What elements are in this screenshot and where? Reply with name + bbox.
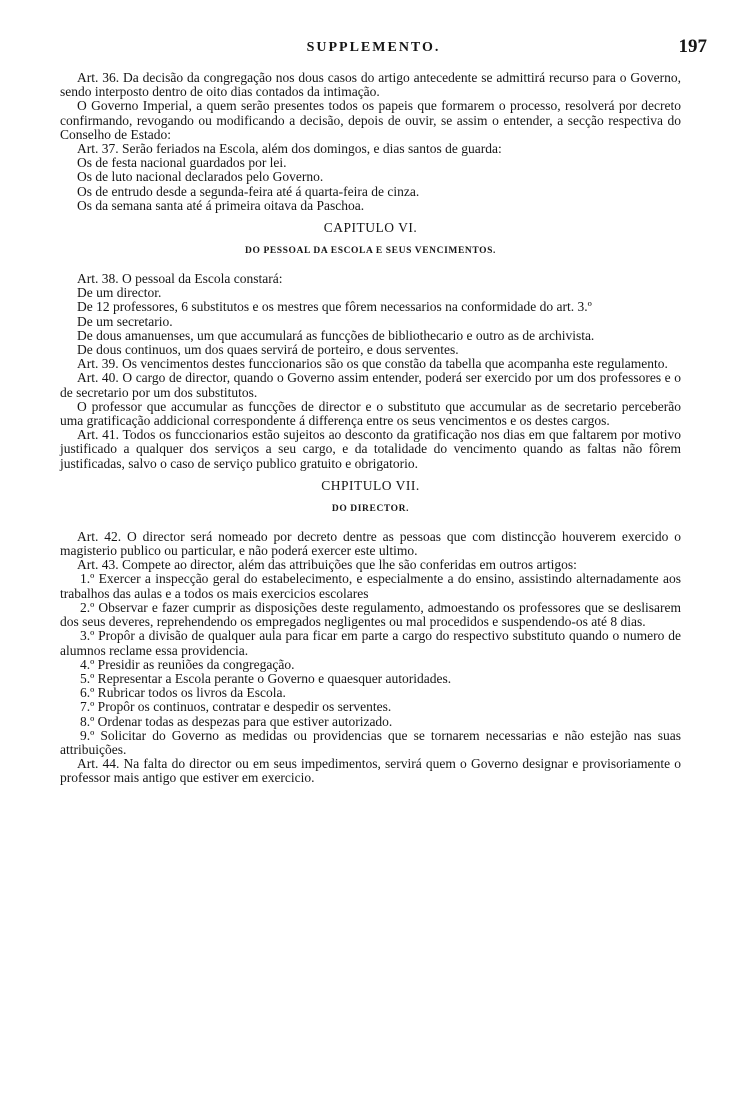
paragraph-art-42: Art. 42. O director será nomeado por decreto dentre as pessoas que com distincção houverem exercido o magisterio publico ou particular, e não poderá exercer este ultimo. — [60, 528, 681, 559]
list-item-duty: 5.º Representar a Escola perante o Governo e quaesquer autoridades. — [80, 670, 452, 686]
list-item-holiday: Os de luto nacional declarados pelo Governo. — [77, 169, 324, 185]
list-item-staff: De dous continuos, um dos quaes servirá de porteiro, e dous serventes. — [77, 342, 459, 358]
list-item-holiday: Os de festa nacional guardados por lei. — [77, 155, 287, 171]
list-item-duty: 7.º Propôr os continuos, contratar e despedir os serventes. — [80, 699, 392, 715]
list-item-staff: De dous amanuenses, um que accumulará as funcções de bibliothecario e outro as de archivista. — [77, 327, 595, 343]
list-item-duty: 2.º Observar e fazer cumprir as disposições deste regulamento, admoestando os professores que se deslisarem dos seus deveres, reprehendendo os empregados negligentes ou mal procedidos e suspendendo-os até 8 dias. — [60, 599, 681, 630]
paragraph-governo-imperial: O Governo Imperial, a quem serão presentes todos os papeis que formarem o processo, resolverá por decreto confirmando, revogando ou modificando a decisão, depois de ouvir, se assim o entender, a secção respectiva do Conselho de Estado: — [60, 98, 681, 142]
chapter-6-subtitle: DO PESSOAL DA ESCOLA E SEUS VENCIMENTOS. — [245, 246, 496, 257]
chapter-7-title: CHPITULO VII. — [321, 477, 420, 493]
list-item-staff: De um secretario. — [77, 313, 173, 329]
list-item-staff: De 12 professores, 6 substitutos e os mestres que fôrem necessarios na conformidade do art. 3.º — [77, 299, 592, 315]
paragraph-art-39: Art. 39. Os vencimentos destes funccionarios são os que constão da tabella que acompanha este regulamento. — [77, 356, 668, 372]
paragraph-art-44: Art. 44. Na falta do director ou em seus impedimentos, servirá quem o Governo designar e provisoriamente o professor mais antigo que estiver em exercicio. — [60, 756, 681, 786]
list-item-duty: 6.º Rubricar todos os livros da Escola. — [80, 685, 286, 701]
list-item-duty: 9.º Solicitar do Governo as medidas ou providencias que se tornarem necessarias e não estejão nas suas attribuições. — [60, 727, 681, 757]
list-item-holiday: Os de entrudo desde a segunda-feira até á quarta-feira de cinza. — [77, 183, 420, 199]
paragraph-art-37: Art. 37. Serão feriados na Escola, além dos domingos, e dias santos de guarda: — [77, 141, 502, 157]
paragraph-art-40-cont: O professor que accumular as funcções de director e o substituto que accumular as de secretario perceberão uma gratificação addicional correspondente á differença entre os seus vencimentos e os destes cargos. — [60, 398, 681, 429]
list-item-duty: 4.º Presidir as reuniões da congregação. — [80, 656, 295, 672]
paragraph-art-43: Art. 43. Compete ao director, além das attribuições que lhe são conferidas em outros artigos: — [77, 557, 577, 573]
list-item-duty: 8.º Ordenar todas as despezas para que estiver autorizado. — [80, 713, 393, 729]
list-item-holiday: Os da semana santa até á primeira oitava da Paschoa. — [77, 197, 365, 213]
paragraph-art-38: Art. 38. O pessoal da Escola constará: — [77, 271, 283, 287]
chapter-7-subtitle: DO DIRECTOR. — [331, 503, 410, 514]
paragraph-art-40: Art. 40. O cargo de director, quando o Governo assim entender, poderá ser exercido por um dos professores e o de secretario por um dos substitutos. — [60, 370, 681, 400]
page-number: 197 — [678, 36, 707, 57]
page-header — [0, 36, 747, 62]
list-item-duty: 3.º Propôr a divisão de qualquer aula para ficar em parte a cargo do respectivo substituto quando o numero de alumnos reclame essa providencia. — [60, 628, 681, 658]
page-body — [60, 71, 681, 786]
chapter-6-title: CAPITULO VI. — [323, 220, 418, 236]
paragraph-art-41: Art. 41. Todos os funccionarios estão sujeitos ao desconto da gratificação nos dias em que faltarem por motivo justificado a qualquer dos serviços a seu cargo, e da totalidade do vencimento quando as faltas não fôrem justificadas, salvo o caso de serviço publico gratuito e obrigatorio. — [60, 427, 681, 471]
paragraph-art-36: Art. 36. Da decisão da congregação nos dous casos do artigo antecedente se admittirá recurso para o Governo, sendo interposto dentro de oito dias contados da intimação. — [60, 70, 681, 100]
list-item-staff: De um director. — [77, 285, 162, 301]
running-title: SUPPLEMENTO. — [306, 40, 441, 55]
list-item-duty: 1.º Exercer a inspecção geral do estabelecimento, e especialmente a do ensino, assistindo alternadamente aos trabalhos das aulas e a todos os mais exercicios escolares — [60, 571, 681, 601]
